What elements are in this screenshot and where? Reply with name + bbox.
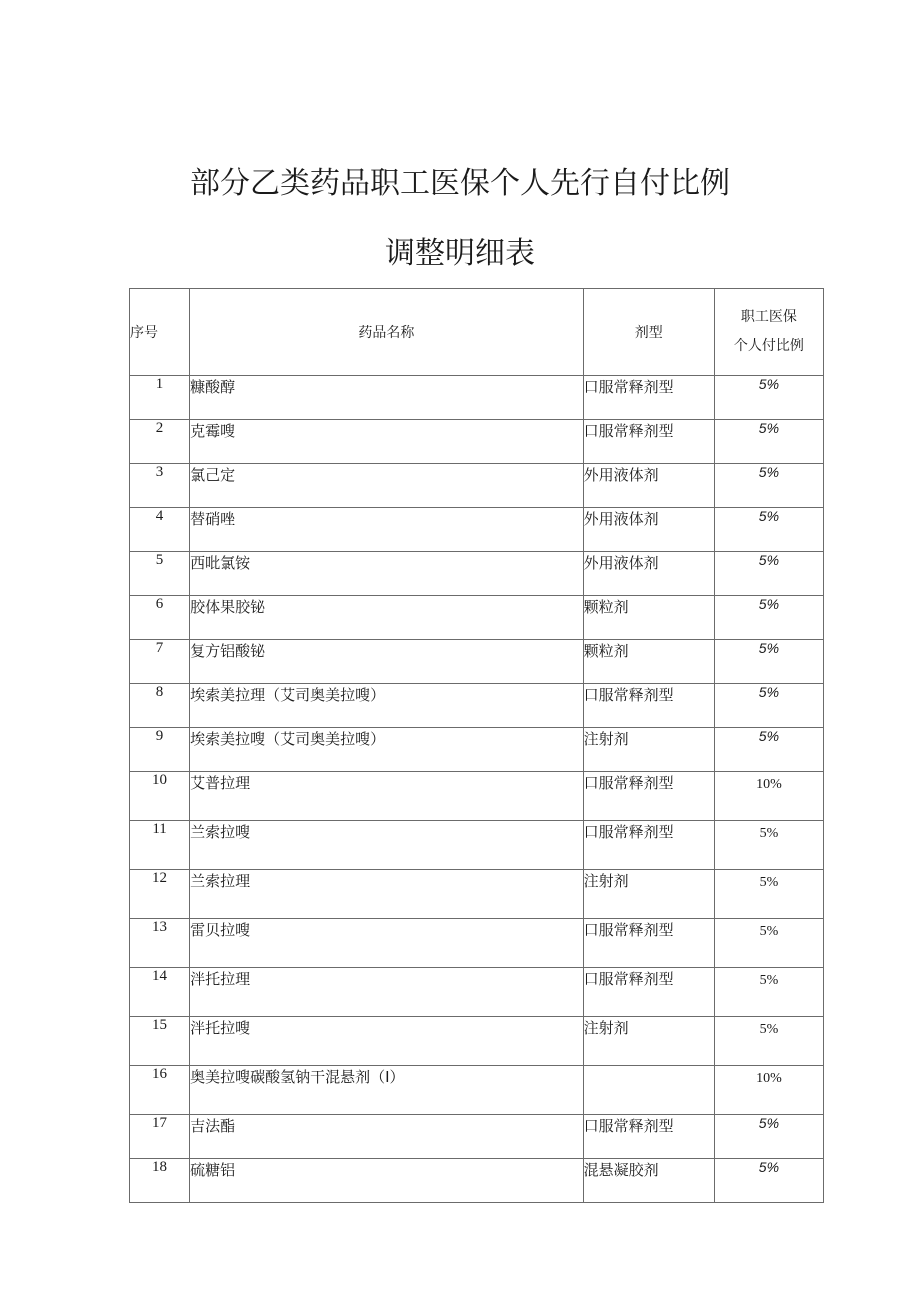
header-drug-name: 药品名称 [190, 289, 584, 376]
cell-dosage-form: 口服常释剂型 [583, 772, 714, 821]
cell-self-pay-ratio: 5% [714, 508, 823, 552]
header-ratio-line-1: 职工医保 [740, 309, 797, 325]
cell-serial-number: 2 [130, 420, 190, 464]
cell-serial-number: 9 [130, 728, 190, 772]
cell-dosage-form: 口服常释剂型 [583, 420, 714, 464]
table-row [130, 508, 824, 552]
cell-drug-name: 西吡氯铵 [190, 552, 584, 596]
table-row [130, 464, 824, 508]
cell-dosage-form [583, 1066, 714, 1115]
cell-serial-number: 11 [130, 821, 190, 870]
cell-self-pay-ratio: 5% [714, 919, 823, 968]
table-row [130, 552, 824, 596]
cell-serial-number: 16 [130, 1066, 190, 1115]
cell-self-pay-ratio: 5% [714, 1159, 823, 1203]
table-header-row [130, 289, 824, 376]
table-row [130, 1066, 824, 1115]
table-row [130, 1115, 824, 1159]
table-row [130, 728, 824, 772]
cell-self-pay-ratio: 5% [714, 1115, 823, 1159]
cell-self-pay-ratio: 5% [714, 728, 823, 772]
table-row [130, 1017, 824, 1066]
drug-ratio-table [129, 288, 824, 1203]
cell-serial-number: 10 [130, 772, 190, 821]
cell-self-pay-ratio: 5% [714, 464, 823, 508]
header-self-pay-ratio [714, 289, 823, 376]
cell-drug-name: 泮托拉理 [190, 968, 584, 1017]
cell-dosage-form: 注射剂 [583, 1017, 714, 1066]
cell-self-pay-ratio: 10% [714, 1066, 823, 1115]
cell-self-pay-ratio: 5% [714, 684, 823, 728]
cell-self-pay-ratio: 5% [714, 596, 823, 640]
cell-drug-name: 泮托拉嗖 [190, 1017, 584, 1066]
cell-dosage-form: 混悬凝胶剂 [583, 1159, 714, 1203]
cell-dosage-form: 注射剂 [583, 870, 714, 919]
cell-self-pay-ratio: 5% [714, 552, 823, 596]
cell-drug-name: 兰索拉嗖 [190, 821, 584, 870]
cell-drug-name: 兰索拉理 [190, 870, 584, 919]
table-row [130, 1159, 824, 1203]
cell-serial-number: 1 [130, 376, 190, 420]
cell-serial-number: 3 [130, 464, 190, 508]
cell-serial-number: 15 [130, 1017, 190, 1066]
cell-dosage-form: 外用液体剂 [583, 552, 714, 596]
cell-drug-name: 复方铝酸铋 [190, 640, 584, 684]
cell-self-pay-ratio: 5% [714, 870, 823, 919]
table-row [130, 968, 824, 1017]
cell-serial-number: 8 [130, 684, 190, 728]
cell-drug-name: 艾普拉理 [190, 772, 584, 821]
table-row [130, 596, 824, 640]
cell-drug-name: 埃索美拉嗖（艾司奥美拉嗖） [190, 728, 584, 772]
table-row [130, 420, 824, 464]
table-row [130, 640, 824, 684]
cell-serial-number: 5 [130, 552, 190, 596]
cell-drug-name: 替硝唑 [190, 508, 584, 552]
cell-dosage-form: 口服常释剂型 [583, 1115, 714, 1159]
cell-drug-name: 胶体果胶铋 [190, 596, 584, 640]
cell-dosage-form: 口服常释剂型 [583, 376, 714, 420]
cell-drug-name: 吉法酯 [190, 1115, 584, 1159]
cell-drug-name: 克霉嗖 [190, 420, 584, 464]
cell-self-pay-ratio: 5% [714, 968, 823, 1017]
cell-self-pay-ratio: 5% [714, 640, 823, 684]
cell-self-pay-ratio: 5% [714, 1017, 823, 1066]
table-row [130, 919, 824, 968]
table-row [130, 821, 824, 870]
table-row [130, 870, 824, 919]
cell-serial-number: 17 [130, 1115, 190, 1159]
page-title-line-2: 调整明细表 [385, 236, 535, 271]
cell-serial-number: 13 [130, 919, 190, 968]
cell-self-pay-ratio: 5% [714, 420, 823, 464]
cell-dosage-form: 口服常释剂型 [583, 968, 714, 1017]
cell-self-pay-ratio: 5% [714, 376, 823, 420]
cell-dosage-form: 注射剂 [583, 728, 714, 772]
table-row [130, 684, 824, 728]
cell-serial-number: 18 [130, 1159, 190, 1203]
header-ratio-line-2: 个人付比例 [733, 338, 804, 354]
cell-drug-name: 氯己定 [190, 464, 584, 508]
cell-dosage-form: 颗粒剂 [583, 640, 714, 684]
cell-dosage-form: 口服常释剂型 [583, 919, 714, 968]
cell-self-pay-ratio: 10% [714, 772, 823, 821]
cell-self-pay-ratio: 5% [714, 821, 823, 870]
cell-dosage-form: 外用液体剂 [583, 464, 714, 508]
cell-drug-name: 奥美拉嗖碳酸氢钠干混悬剂（I） [190, 1066, 584, 1115]
cell-serial-number: 7 [130, 640, 190, 684]
table-row [130, 772, 824, 821]
table-row [130, 376, 824, 420]
cell-dosage-form: 外用液体剂 [583, 508, 714, 552]
cell-dosage-form: 口服常释剂型 [583, 821, 714, 870]
cell-dosage-form: 颗粒剂 [583, 596, 714, 640]
cell-serial-number: 6 [130, 596, 190, 640]
cell-serial-number: 4 [130, 508, 190, 552]
header-serial-number: 序号 [130, 289, 190, 376]
page-title-line-1: 部分乙类药品职工医保个人先行自付比例 [190, 166, 730, 201]
cell-drug-name: 硫糖铝 [190, 1159, 584, 1203]
cell-serial-number: 14 [130, 968, 190, 1017]
cell-drug-name: 糠酸醇 [190, 376, 584, 420]
cell-drug-name: 埃索美拉理（艾司奥美拉嗖） [190, 684, 584, 728]
cell-drug-name: 雷贝拉嗖 [190, 919, 584, 968]
cell-serial-number: 12 [130, 870, 190, 919]
cell-dosage-form: 口服常释剂型 [583, 684, 714, 728]
header-dosage-form: 剂型 [583, 289, 714, 376]
